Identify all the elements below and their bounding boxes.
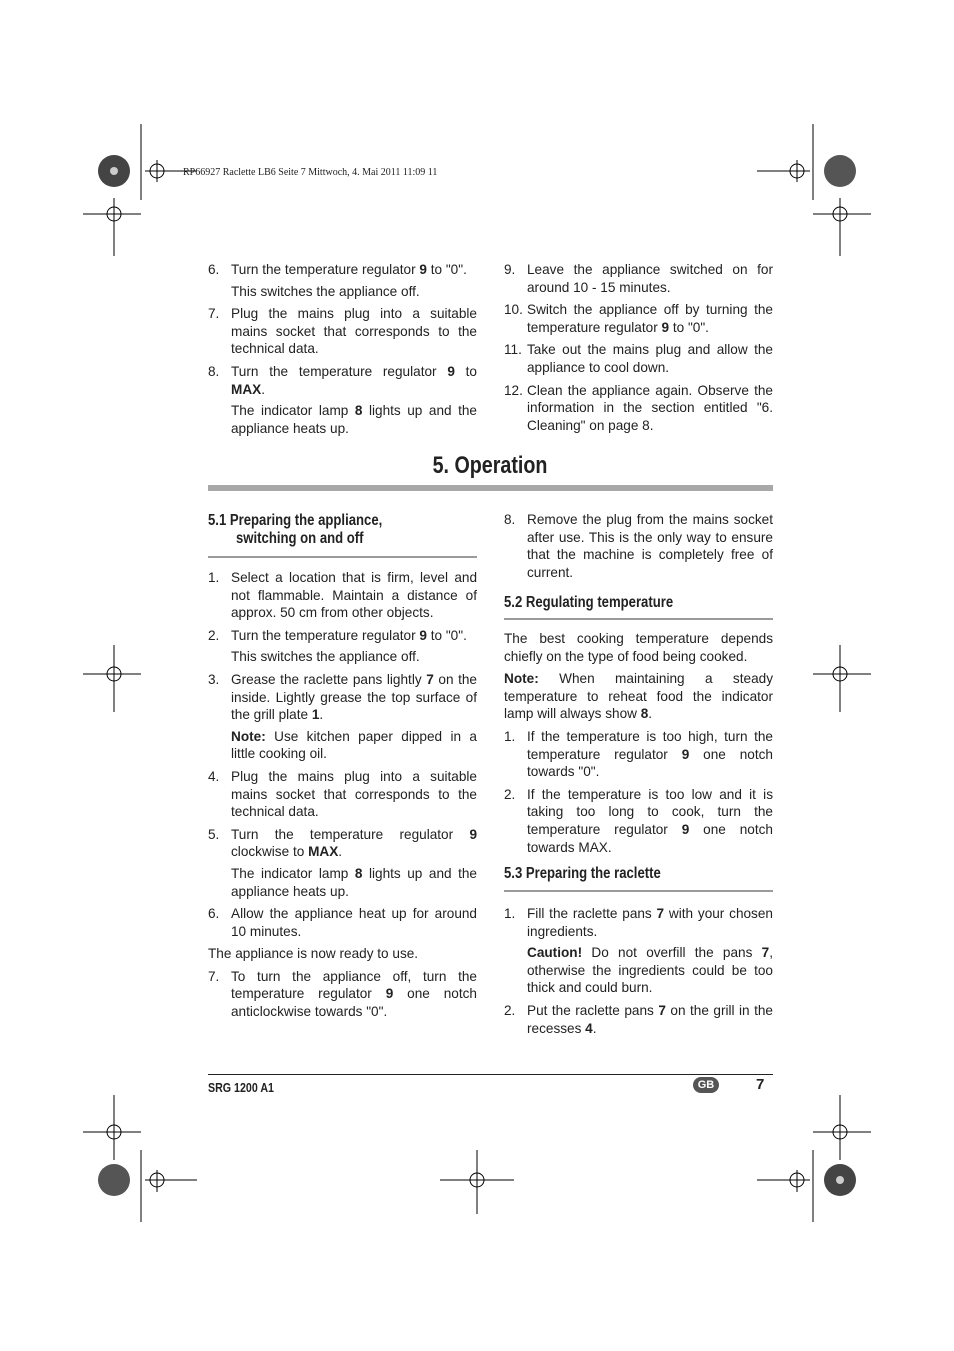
section-divider: [208, 485, 773, 491]
list-number: 2.: [504, 786, 516, 802]
page-number: 7: [756, 1076, 765, 1093]
text-run: one notch towards MAX.: [527, 821, 773, 855]
list-item: [208, 363, 477, 398]
bold-ref: Caution!: [527, 945, 583, 961]
list-number: 8.: [504, 512, 516, 527]
sec51-heading: [208, 512, 508, 548]
text-run: one notch anticlockwise towards "0".: [231, 986, 477, 1020]
list-number: 2.: [208, 627, 220, 643]
text-run: .: [261, 381, 265, 397]
list-number: 1.: [208, 570, 220, 585]
sec51-list: [208, 569, 477, 1026]
section-title: 5. Operation: [433, 452, 548, 479]
section-heading-wrap: [208, 452, 773, 480]
list-note: [208, 402, 477, 437]
text-run: Select a location that is firm, level and not flammable. Maintain a distance of approx. 50 cm from other objects.: [231, 570, 477, 621]
text-run: The best cooking temperature depends chiefly on the type of food being cooked.: [504, 631, 773, 664]
bold-ref: 7: [761, 945, 770, 961]
text-run: Leave the appliance switched on for around 10 - 15 minutes.: [527, 262, 773, 295]
text-run: clockwise to: [231, 844, 309, 860]
text-run: To turn the appliance off, turn the temperature regulator: [231, 968, 477, 1002]
sec52-title: 5.2 Regulating temperature: [504, 594, 674, 611]
text-run: to "0".: [426, 262, 467, 277]
bold-ref: 7: [426, 671, 434, 687]
bold-ref: MAX: [231, 381, 262, 397]
text-run: .: [648, 706, 653, 722]
text-run: Take out the mains plug and allow the appliance to cool down.: [527, 342, 773, 375]
bold-ref: Note:: [231, 728, 266, 744]
text-run: lights up and the appliance heats up.: [231, 865, 477, 899]
text-run: Grease the raclette pans lightly: [231, 671, 427, 687]
list-number: 7.: [208, 968, 220, 984]
top-right-list: [504, 261, 773, 439]
language-badge: GB: [693, 1077, 719, 1093]
sec52-body: [504, 630, 773, 861]
bold-ref: 8: [640, 706, 649, 722]
text-run: to: [454, 363, 477, 379]
list-number: 6.: [208, 262, 220, 277]
text-run: Remove the plug from the mains socket after use. This is the only way to ensure that the machine is completely free of current.: [527, 512, 773, 580]
list-item: [504, 1002, 773, 1037]
list-number: 10.: [504, 302, 523, 318]
text-run: The indicator lamp: [231, 865, 355, 881]
text-run: Turn the temperature regulator: [231, 363, 448, 379]
text-run: Put the raclette pans: [527, 1002, 659, 1018]
list-item: [208, 905, 477, 940]
paragraph: The appliance is now ready to use.: [208, 946, 419, 962]
sec53-title: 5.3 Preparing the raclette: [504, 865, 661, 882]
bold-ref: 4: [585, 1020, 593, 1036]
footer-rule: [208, 1074, 773, 1075]
list-item: [208, 627, 477, 645]
list-item: [504, 341, 773, 376]
list-number: 5.: [208, 826, 220, 842]
bold-ref: 1: [311, 707, 320, 723]
list-note: [208, 728, 477, 763]
list-item: [208, 968, 477, 1021]
list-item: [504, 511, 773, 581]
print-slug: RP66927 Raclette LB6 Seite 7 Mittwoch, 4. Mai 2011 11:09 11: [183, 167, 438, 178]
text-run: , otherwise the ingredients could be too thick and could burn.: [527, 945, 773, 996]
bold-ref: 9: [447, 363, 455, 379]
list-item: [208, 826, 477, 861]
bold-ref: 7: [658, 1002, 666, 1018]
bold-ref: 9: [469, 826, 477, 842]
list-note: [504, 944, 773, 997]
text-run: Plug the mains plug into a suitable mains socket that corresponds to the technical data.: [231, 306, 477, 357]
list-number: 11.: [504, 342, 522, 358]
sec53-body: [504, 905, 773, 1042]
list-number: 3.: [208, 671, 220, 687]
bold-ref: 9: [419, 262, 427, 277]
list-number: 8.: [208, 363, 220, 379]
text-run: If the temperature is too high, turn the temperature regulator: [527, 728, 773, 762]
list-item: [504, 728, 773, 781]
text-run: .: [319, 707, 324, 723]
bold-ref: 9: [681, 746, 690, 762]
bold-ref: 9: [385, 986, 394, 1002]
text-run: Allow the appliance heat up for around 10 minutes.: [231, 906, 477, 939]
text-run: Turn the temperature regulator: [231, 262, 420, 277]
list-note: [208, 865, 477, 900]
text-run: Turn the temperature regulator: [231, 826, 470, 842]
text-run: .: [592, 1020, 597, 1036]
bold-ref: Note:: [504, 671, 539, 687]
list-number: 6.: [208, 906, 220, 922]
list-note: This switches the appliance off.: [231, 649, 420, 665]
text-run: .: [338, 844, 343, 860]
bold-ref: 9: [419, 627, 427, 643]
list-note: This switches the appliance off.: [231, 283, 420, 299]
bold-ref: 9: [681, 821, 690, 837]
footer-model: SRG 1200 A1: [208, 1080, 274, 1095]
sec52-rule: [504, 618, 773, 620]
text-run: lights up and the appliance heats up.: [231, 403, 477, 436]
bold-ref: 8: [354, 403, 363, 419]
right-top-list: [504, 511, 773, 586]
list-number: 4.: [208, 768, 220, 784]
list-item: [504, 382, 773, 435]
text-run: Fill the raclette pans: [527, 906, 657, 921]
text-run: Switch the appliance off by turning the temperature regulator: [527, 302, 773, 335]
sec53-rule: [504, 890, 773, 892]
sec51-title-line2: switching on and off: [236, 530, 364, 547]
text-run: Use kitchen paper dipped in a little cooking oil.: [231, 728, 477, 762]
top-left-list: [208, 261, 477, 442]
list-item: [208, 768, 477, 821]
list-number: 1.: [504, 728, 516, 744]
list-item: [504, 301, 773, 336]
bold-ref: MAX: [308, 844, 339, 860]
list-item: [208, 671, 477, 724]
bold-ref: 9: [661, 319, 670, 335]
text-run: Plug the mains plug into a suitable mains socket that corresponds to the technical data.: [231, 768, 477, 820]
text-run: If the temperature is too low and it is taking too long to cook, turn the temperature regulator: [527, 786, 773, 837]
text-run: Do not overfill the pans: [582, 945, 762, 961]
text-run: to "0".: [426, 627, 467, 643]
text-run: to "0".: [669, 319, 709, 335]
list-number: 12.: [504, 382, 523, 398]
list-item: [208, 569, 477, 622]
bold-ref: 8: [354, 865, 363, 881]
text-run: Clean the appliance again. Observe the information in the section entitled "6. Cleaning" on page 8.: [527, 382, 773, 433]
list-number: 7.: [208, 306, 220, 322]
text-run: on the grill in the recesses: [527, 1002, 773, 1036]
text-run: The indicator lamp: [231, 403, 355, 419]
text-run: When maintaining a steady temperature to reheat food the indicator lamp will always show: [504, 671, 773, 722]
list-item: [504, 261, 773, 296]
list-number: 9.: [504, 262, 516, 277]
paragraph: [504, 630, 773, 665]
sec51-title-line1: 5.1 Preparing the appliance,: [208, 512, 383, 529]
text-run: on the inside. Lightly grease the top surface of the grill plate: [231, 671, 477, 723]
list-number: 1.: [504, 906, 516, 921]
sec51-rule: [208, 556, 477, 558]
text-run: one notch towards "0".: [527, 746, 773, 780]
list-number: 2.: [504, 1002, 516, 1018]
list-item: [208, 261, 477, 279]
paragraph: [504, 670, 773, 723]
bold-ref: 7: [656, 906, 665, 921]
list-item: [208, 305, 477, 358]
text-run: with your chosen ingredients.: [527, 906, 773, 939]
text-run: Turn the temperature regulator: [231, 627, 420, 643]
list-item: [504, 786, 773, 856]
list-item: [504, 905, 773, 940]
